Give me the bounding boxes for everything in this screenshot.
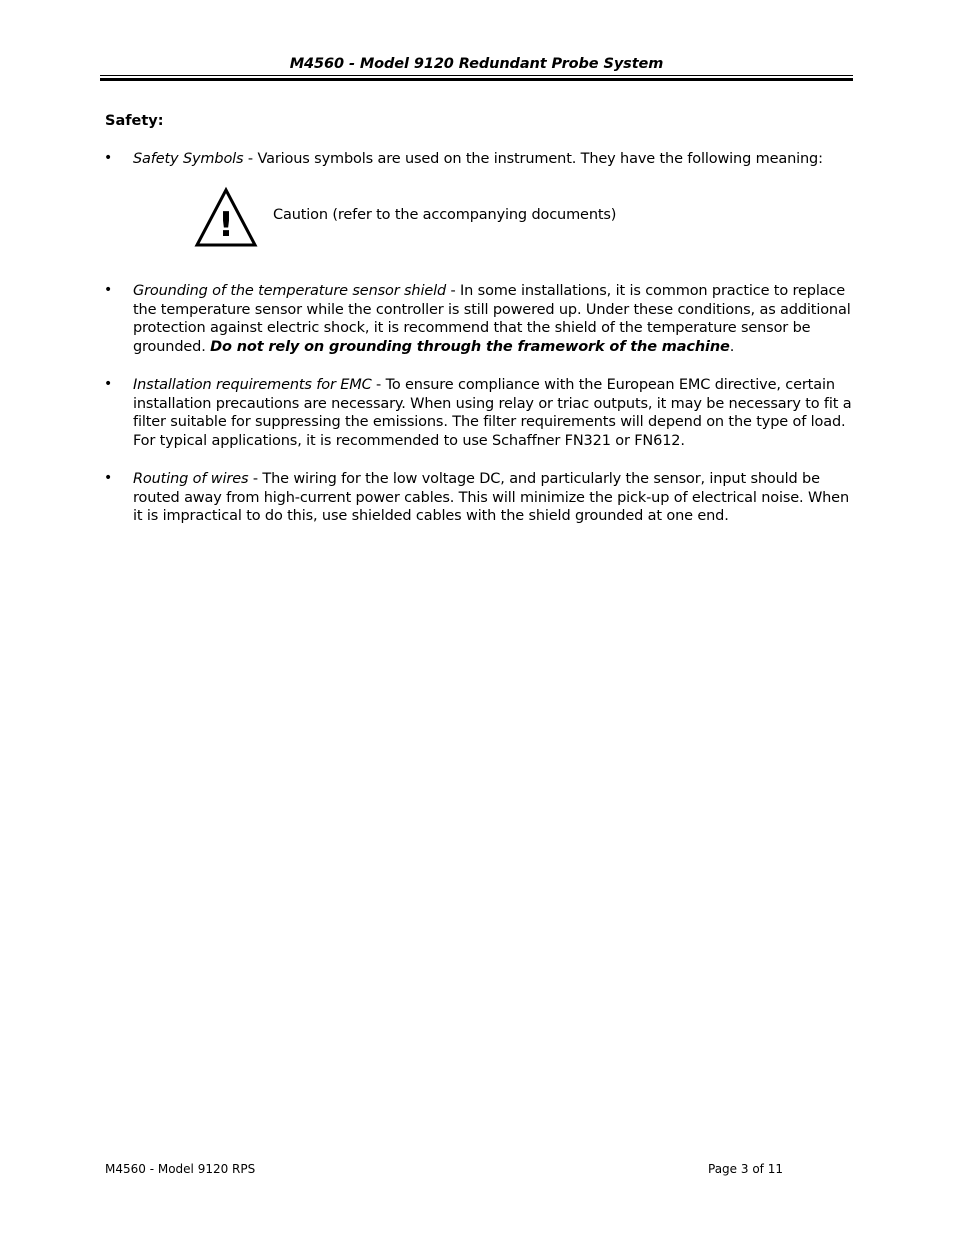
- caution-glyph: !: [218, 205, 234, 245]
- item-text: - The wiring for the low voltage DC, and particularly the sensor, input should be routed away from high-current power cables. This will minimize the pick-up of electrical noise. When it is impractical to do this, use shielded cables with the shield grounded at one end.: [133, 471, 849, 525]
- item-term: Grounding of the temperature sensor shield: [133, 283, 447, 299]
- item-text: - To ensure compliance with the European EMC directive, certain installation precautions are necessary. When using relay or triac outputs, it may be necessary to fit a filter suitable for suppressing the emissions. The filter requirements will depend on the type of load. For typical applications, it is recommended to use Schaffner FN321 or FN612.: [133, 377, 852, 450]
- item-term: Installation requirements for EMC: [133, 377, 372, 393]
- footer-page-number: Page 3 of 11: [708, 1162, 783, 1176]
- item-grounding: [133, 282, 857, 357]
- bullet-marker: •: [104, 150, 113, 166]
- item-routing: [133, 470, 857, 526]
- bullet-marker: •: [104, 376, 113, 392]
- grounding-warning: Do not rely on grounding through the framework of the machine: [210, 339, 730, 356]
- item-text: - Various symbols are used on the instrument. They have the following meaning:: [243, 151, 823, 167]
- section-heading: Safety:: [105, 113, 164, 129]
- item-text: - In some installations, it is common practice to replace the temperature sensor while the controller is still powered up. Under these conditions, as additional protection against electric shock, it is recommend that the shield of the temperature sensor be grounded.: [133, 283, 851, 356]
- caution-label: Caution (refer to the accompanying documents): [273, 207, 617, 223]
- item-term: Safety Symbols: [133, 151, 244, 167]
- bullet-marker: •: [104, 470, 113, 486]
- header-rule-thick: [100, 78, 853, 81]
- footer-doc-id: M4560 - Model 9120 RPS: [105, 1162, 256, 1176]
- item-safety-symbols: [133, 150, 857, 169]
- caution-triangle-icon: [194, 186, 258, 248]
- item-term: Routing of wires: [133, 471, 249, 487]
- bullet-marker: •: [104, 282, 113, 298]
- item-text-tail: .: [729, 339, 735, 356]
- header-rule-thin: [100, 75, 853, 76]
- page-header-title: M4560 - Model 9120 Redundant Probe System: [289, 56, 664, 72]
- item-emc: [133, 376, 857, 451]
